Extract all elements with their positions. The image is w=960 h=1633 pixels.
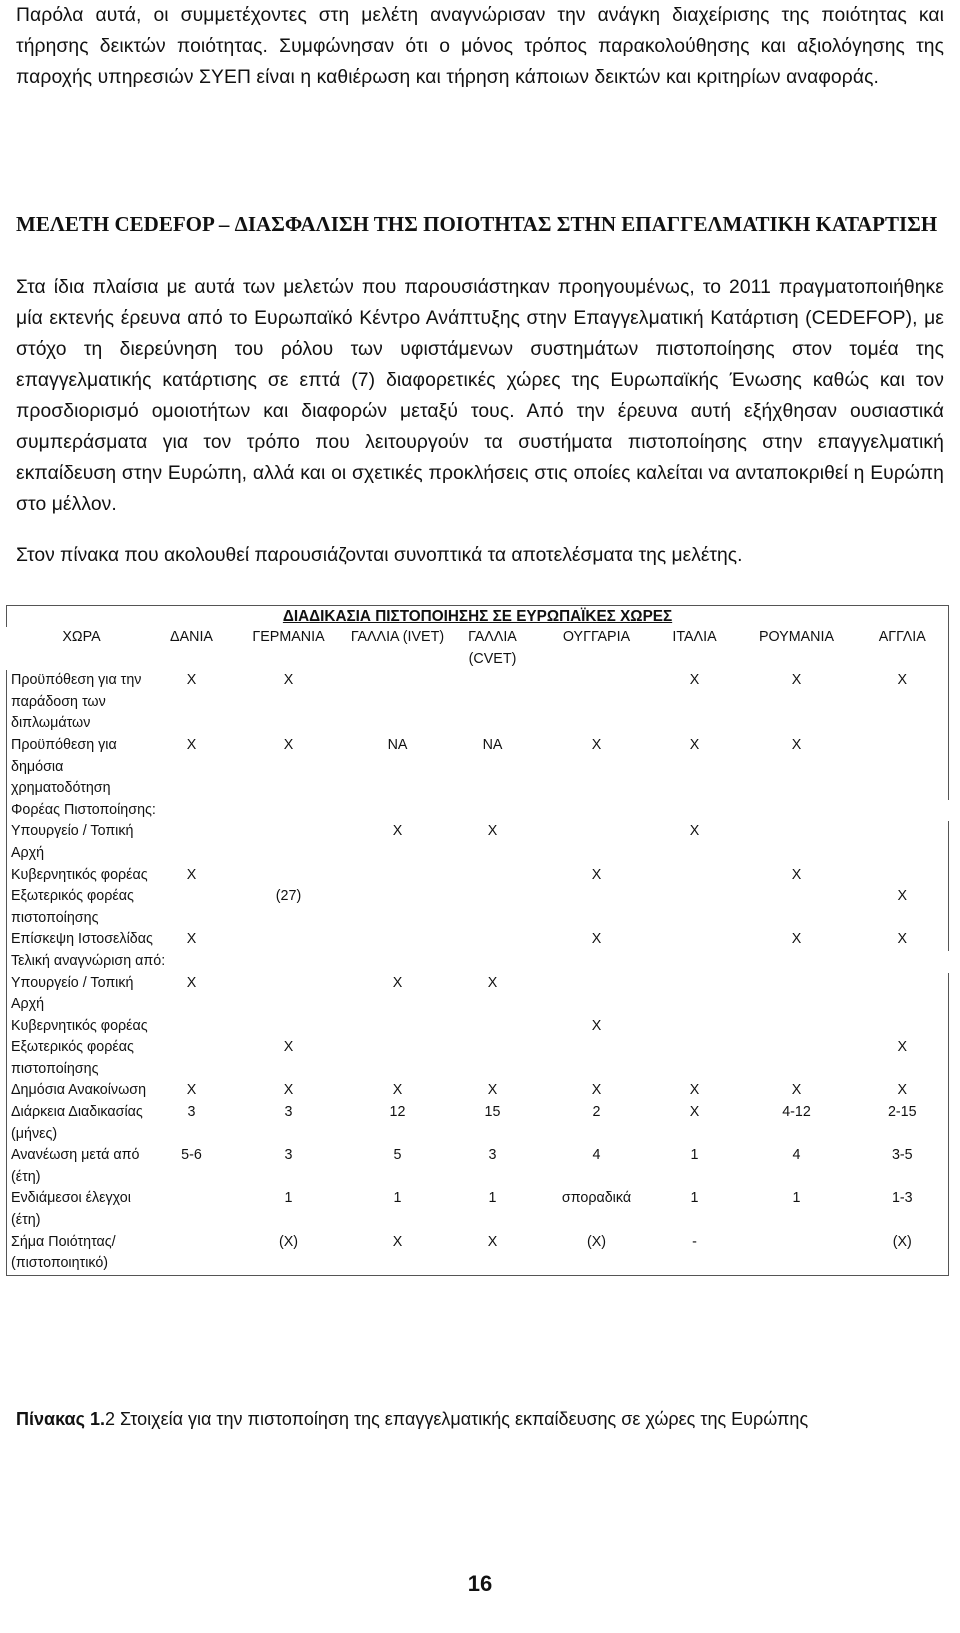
row-label: Εξωτερικός φορέας πιστοποίησης [7,1037,157,1080]
table-cell: X [791,931,802,948]
table-row [7,735,949,800]
table-cell: X [487,974,498,991]
row-label: Επίσκεψη Ιστοσελίδας [7,929,157,951]
table-cell [157,1232,227,1276]
table-cell: 4-12 [782,1104,811,1121]
table-title: ΔΙΑΔΙΚΑΣΙΑ ΠΙΣΤΟΠΟΙΗΣΗΣ ΣΕ ΕΥΡΩΠΑΪΚΕΣ ΧΩΡΕΣ [7,606,949,628]
table-cell [157,1016,227,1038]
table-cell [653,886,737,929]
table-cell: (X) [857,1232,949,1276]
table-cell [445,865,541,887]
header-denmark: ΔΑΝΙΑ [170,629,213,645]
table-cell: X [689,1104,700,1121]
table-header-row [7,627,949,670]
caption-number: 2 [104,1409,115,1429]
table-cell [653,929,737,951]
table-cell: X [445,1232,541,1276]
table-row [7,1188,949,1231]
table-row [7,865,949,887]
table-cell: X [487,823,498,840]
header-france-cvet: ΓΑΛΛΙΑ (CVET) [468,629,517,667]
table-cell: X [857,670,949,735]
table-cell: X [689,736,700,753]
table-cell: 3 [187,1104,196,1121]
table-cell: 3-5 [857,1145,949,1188]
row-label: Προϋπόθεση για την παράδοση των διπλωμάτων [7,670,157,735]
table-cell: X [392,1082,403,1099]
table-cell [541,886,653,929]
table-cell: (27) [275,888,302,905]
header-hungary: ΟΥΓΓΑΡΙΑ [562,629,631,645]
table-cell: - [653,1232,737,1276]
table-cell: X [283,1082,294,1099]
table-cell [541,821,653,864]
table-cell [227,973,351,1016]
section-heading: ΜΕΛΕΤΗ CEDEFOP – ΔΙΑΣΦΑΛΙΣΗ ΤΗΣ ΠΟΙΟΤΗΤΑΣ ΣΤΗΝ ΕΠΑΓΓΕΛΜΑΤΙΚΗ ΚΑΤΑΡΤΙΣΗ [16,212,938,236]
table-cell [227,865,351,887]
header-france-ivet: ΓΑΛΛΙΑ (IVET) [350,629,445,645]
table-cell: (X) [541,1232,653,1276]
table-cell: X [392,823,403,840]
row-label: Διάρκεια Διαδικασίας (μήνες) [7,1102,157,1145]
table-cell [857,865,949,887]
table-cell [737,1232,857,1276]
table-cell: X [591,931,602,948]
header-country: ΧΩΡΑ [62,629,101,645]
table-cell [541,670,653,735]
table-title-row [7,606,949,628]
table-cell: X [487,1082,498,1099]
table-cell: X [591,736,602,753]
table-cell [227,1016,351,1038]
table-cell: X [186,672,197,689]
table-cell: NA [482,736,503,753]
table-cell: 1 [690,1147,699,1164]
table-cell: 4 [792,1147,801,1164]
table-intro: Στον πίνακα που ακολουθεί παρουσιάζονται συνοπτικά τα αποτελέσματα της μελέτης. [16,545,743,566]
page-number: 16 [467,1571,493,1596]
group-label: Τελική αναγνώριση από: [7,951,949,973]
table-cell: 1 [690,1190,699,1207]
table-cell: 2 [592,1104,601,1121]
table-cell: 3 [284,1147,293,1164]
row-label: Υπουργείο / Τοπική Αρχή [7,973,157,1016]
table-cell: 1-3 [857,1188,949,1231]
table-cell [157,1037,227,1080]
table-cell [157,821,227,864]
table-cell: 3 [284,1104,293,1121]
table-cell: σποραδικά [561,1190,632,1207]
table-row [7,1080,949,1102]
table-cell: X [186,866,197,883]
table-cell [227,929,351,951]
row-label: Κυβερνητικός φορέας [7,865,157,887]
table-cell [541,973,653,1016]
table-cell: X [591,1017,602,1034]
table-cell: 2-15 [857,1102,949,1145]
table-cell [541,1037,653,1080]
table-cell [653,865,737,887]
row-label: Δημόσια Ανακοίνωση [7,1080,157,1102]
row-label: Ενδιάμεσοι έλεγχοι (έτη) [7,1188,157,1231]
table-cell: 3 [488,1147,497,1164]
table-cell [653,1037,737,1080]
table-cell [351,1016,445,1038]
table-cell: X [392,974,403,991]
table-cell: X [591,1082,602,1099]
certification-table [6,605,949,1276]
table-cell: X [791,672,802,689]
table-cell: X [857,1037,949,1080]
table-cell [737,1037,857,1080]
table-row [7,1016,949,1038]
table-cell [737,821,857,864]
table-cell [351,929,445,951]
table-cell: X [791,1082,802,1099]
caption-text: Στοιχεία για την πιστοποίηση της επαγγελματικής εκπαίδευσης σε χώρες της Ευρώπης [114,1409,809,1429]
table-cell: 15 [484,1104,501,1121]
table-cell: X [186,931,197,948]
table-cell: X [689,823,700,840]
table-cell [445,1037,541,1080]
table-cell [857,973,949,1016]
header-germany: ΓΕΡΜΑΝΙΑ [252,629,325,645]
table-cell: X [283,672,294,689]
table-cell [857,821,949,864]
table-row [7,886,949,929]
row-label: Ανανέωση μετά από (έτη) [7,1145,157,1188]
table-cell [737,973,857,1016]
table-cell: X [283,736,294,753]
table-cell: 5 [393,1147,402,1164]
table-cell: X [186,1082,197,1099]
table-cell: X [689,672,700,689]
caption-label: Πίνακας 1. [16,1409,105,1429]
table-cell: X [283,1039,294,1056]
table-cell: X [689,1082,700,1099]
table-row [7,929,949,951]
table-caption [16,1407,944,1431]
table-cell [857,1016,949,1038]
table-cell: 1 [488,1190,497,1207]
table-cell [445,886,541,929]
table-cell: X [791,736,802,753]
table-cell: NA [387,736,408,753]
table-cell: 12 [389,1104,406,1121]
table-cell [351,886,445,929]
intro-paragraph: Παρόλα αυτά, οι συμμετέχοντες στη μελέτη αναγνώρισαν την ανάγκη διαχείρισης της ποιότητας και τήρησης δεικτών ποιότητας. Συμφώνησαν ότι ο μόνος τρόπος παρακολούθησης και αξιολόγησης της παροχής υπηρεσιών ΣΥΕΠ είναι η καθιέρωση και τήρηση κάποιων δεικτών και κριτηρίων αναφοράς. [16,5,944,88]
row-label: Σήμα Ποιότητας/ (πιστοποιητικό) [7,1232,157,1276]
group-label: Φορέας Πιστοποίησης: [7,800,949,822]
table-cell: 1 [284,1190,293,1207]
table-cell: 5-6 [181,1147,202,1164]
table-cell [157,1188,227,1231]
body-paragraph: Στα ίδια πλαίσια με αυτά των μελετών που παρουσιάστηκαν προηγουμένως, το 2011 πραγματοποιήθηκε μία εκτενής έρευνα από το Ευρωπαϊκό Κέντρο Ανάπτυξης στην Επαγγελματική Κατάρτιση (CEDEFOP), με στόχο τη διερεύνηση του ρόλου των υφιστάμενων συστημάτων πιστοποίησης στον τομέα της επαγγελματικής κατάρτισης σε επτά (7) διαφορετικές χώρες της Ευρωπαϊκής Ένωσης καθώς και τον προσδιορισμό ομοιοτήτων και διαφορών μεταξύ τους. Από την έρευνα αυτή εξήχθησαν ουσιαστικά συμπεράσματα για τον τρόπο που λειτουργούν τα συστήματα πιστοποίησης στην επαγγελματική εκπαίδευση στην Ευρώπη, αλλά και οι σχετικές προκλήσεις στις οποίες καλείται να ανταποκριθεί η Ευρώπη στο μέλλον. [16,277,944,515]
table-row [7,1102,949,1145]
table-cell: 4 [592,1147,601,1164]
table-row [7,821,949,864]
table-cell: X [591,866,602,883]
table-cell: X [857,929,949,951]
table-cell: X [186,974,197,991]
table-row [7,973,949,1016]
table-cell: X [857,1080,949,1102]
table-cell: 1 [792,1190,801,1207]
row-label: Εξωτερικός φορέας πιστοποίησης [7,886,157,929]
table-row [7,670,949,735]
table-cell [157,886,227,929]
table-cell: (X) [227,1232,351,1276]
table-cell [857,735,949,800]
table-cell [445,670,541,735]
table-cell [351,670,445,735]
table-cell: X [186,736,197,753]
header-romania: ΡΟΥΜΑΝΙΑ [758,629,834,645]
header-italy: ΙΤΑΛΙΑ [672,629,717,645]
table-cell [227,821,351,864]
table-cell [351,1037,445,1080]
table-cell [445,929,541,951]
table-group-row [7,800,949,822]
row-label: Προϋπόθεση για δημόσια χρηματοδότηση [7,735,157,800]
table-row [7,1037,949,1080]
table-cell [351,865,445,887]
table-cell: X [351,1232,445,1276]
table-cell [445,1016,541,1038]
table-row [7,1145,949,1188]
table-group-row [7,951,949,973]
table-cell [737,886,857,929]
table-cell [653,1016,737,1038]
row-label: Κυβερνητικός φορέας [7,1016,157,1038]
table-cell: X [791,866,802,883]
table-cell [737,1016,857,1038]
header-england: ΑΓΓΛΙΑ [857,627,949,670]
table-cell [653,973,737,1016]
row-label: Υπουργείο / Τοπική Αρχή [7,821,157,864]
table-cell: 1 [393,1190,402,1207]
table-row [7,1232,949,1276]
table-cell: X [857,886,949,929]
